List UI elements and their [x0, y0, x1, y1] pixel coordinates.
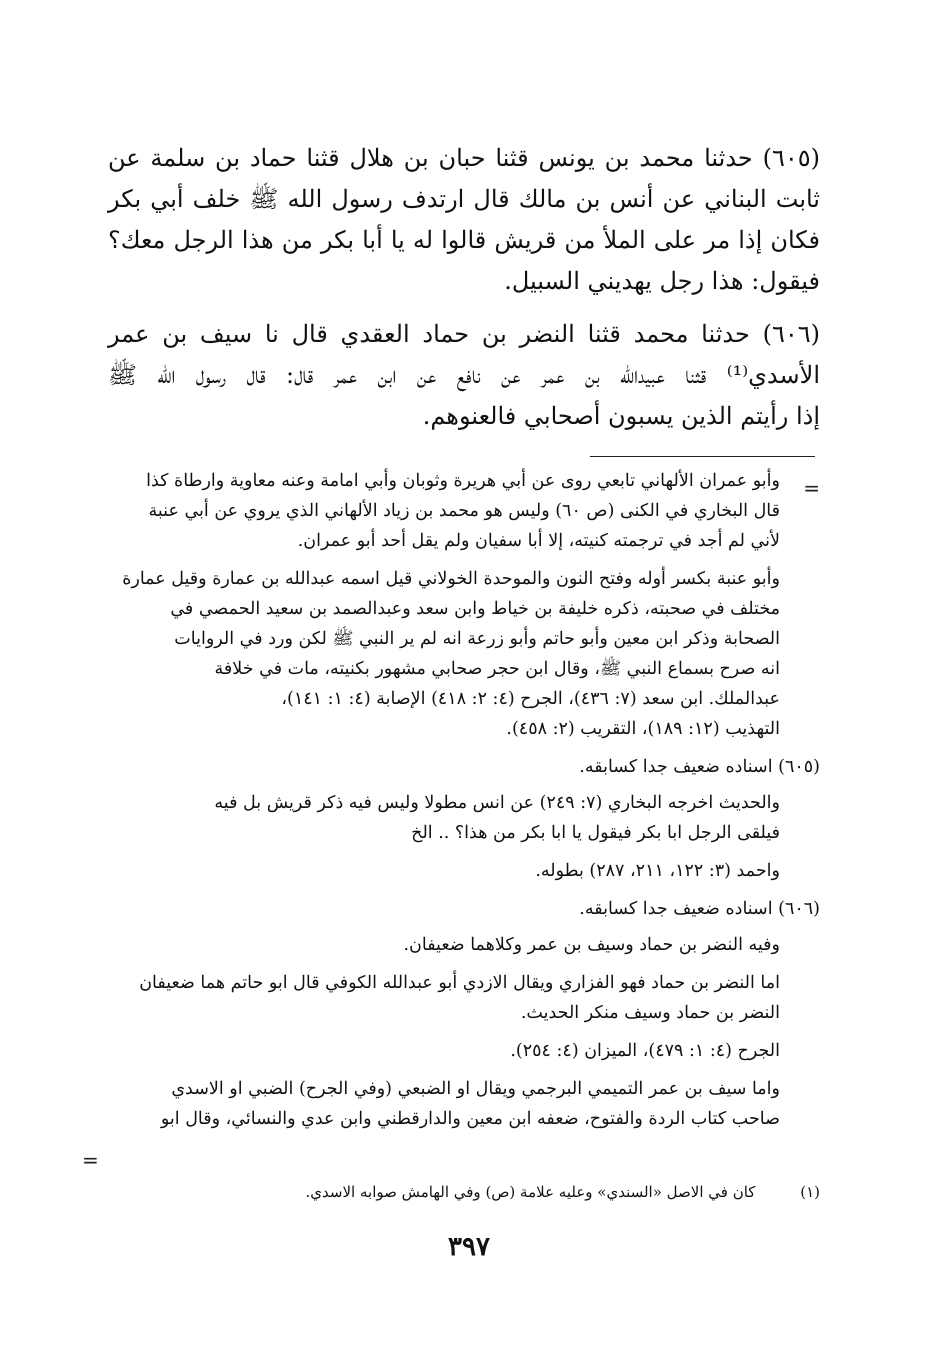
hadith-605-line: فكان إذا مر على الملأ من قريش قالوا له يا أبا بكر من هذا الرجل معك؟ [108, 226, 820, 254]
footnote-number: (١) [800, 1183, 820, 1201]
note-line: (٦٠٥) اسناده ضعيف جدا كسابقه. [579, 757, 820, 777]
note-line: صاحب كتاب الردة والفتوح، ضعفه ابن معين والدارقطني وابن عدي والنسائي، وقال ابو [160, 1109, 780, 1129]
main-text [108, 138, 820, 449]
footnotes-area [104, 466, 820, 1142]
note-605-heading [104, 752, 820, 782]
note-line: فيلقى الرجل ابا بكر فيقول يا ابا بكر من هذا؟ .. الخ [411, 823, 780, 843]
note-606-p4 [104, 1074, 820, 1134]
note-606-p1 [104, 930, 820, 960]
hadith-606 [108, 314, 820, 437]
note-line: الجرح (٤: ١: ٤٧٩)، الميزان (٤: ٢٥٤). [510, 1041, 780, 1061]
note-line: النضر بن حماد وسيف منكر الحديث. [520, 1003, 780, 1023]
hadith-605 [108, 138, 820, 302]
note-line: عبدالملك. ابن سعد (٧: ٤٣٦)، الجرح (٤: ٢: ٤١٨) الإصابة (٤: ١: ١٤١)، [281, 689, 780, 709]
note-606-heading [104, 894, 820, 924]
continuation-mark-bottom: = [82, 1148, 99, 1172]
hadith-606-line: (٦٠٦) حدثنا محمد قثنا النضر بن حماد العقدي قال نا سيف بن عمر [108, 320, 820, 348]
hadith-605-line: فيقول: هذا رجل يهديني السبيل. [504, 267, 820, 295]
note-line: لأني لم أجد في ترجمته كنيته، إلا أبا سفيان ولم يقل أحد أبو عمران. [297, 531, 780, 551]
note-line: واحمد (٣: ١٢٢، ٢١١، ٢٨٧) بطوله. [535, 861, 780, 881]
hadith-606-line: إذا رأيتم الذين يسبون أصحابي فالعنوهم. [422, 402, 820, 430]
continuation-mark-top: = [803, 476, 820, 500]
hadith-605-line: ثابت البناني عن أنس بن مالك قال ارتدف رسول الله ﷺ خلف أبي بكر [108, 185, 820, 213]
note-606-p2 [104, 968, 820, 1028]
note-line: اما النضر بن حماد فهو الفزاري ويقال الازدي أبو عبدالله الكوفي قال ابو حاتم هما ضعيفان [139, 973, 780, 993]
note-line: التهذيب (١٢: ١٨٩)، التقريب (٢: ٤٥٨). [506, 719, 780, 739]
page-number: ٣٩٧ [448, 1232, 490, 1262]
note-line: الصحابة وذكر ابن معين وأبو حاتم وأبو زرعة انه لم ير النبي ﷺ لكن ورد في الروايات [174, 629, 780, 649]
note-abu-imran [104, 466, 820, 556]
note-line: (٦٠٦) اسناده ضعيف جدا كسابقه. [579, 899, 820, 919]
note-line: وأبو عنبة بكسر أوله وفتح النون والموحدة الخولاني قيل اسمه عبدالله بن عمارة وقيل عمارة [122, 569, 780, 589]
note-abu-inaba [104, 564, 820, 744]
note-606-p3 [104, 1036, 820, 1066]
note-line: مختلف في صحبته، ذكره خليفة بن خياط وابن سعد وعبدالصمد بن سعيد الحمصي في [170, 599, 780, 619]
hadith-605-line: (٦٠٥) حدثنا محمد بن يونس قثنا حبان بن هلال قثنا حماد بن سلمة عن [108, 144, 820, 172]
hadith-606-line: الأسدي⁽¹⁾ قثنا عبيدالله بن عمر عن نافع عن ابن عمر قال: قال رسول الله ﷺ [108, 361, 820, 389]
note-line: قال البخاري في الكنى (ص ٦٠) وليس هو محمد بن زياد الألهاني الذي يروي عن أبي عنبة [148, 501, 780, 521]
note-line: واما سيف بن عمر التميمي البرجمي ويقال او الضبعي (وفي الجرح) الضبي او الاسدي [171, 1079, 780, 1099]
note-line: والحديث اخرجه البخاري (٧: ٢٤٩) عن انس مطولا وليس فيه ذكر قريش بل فيه [214, 793, 780, 813]
footnote-text: كان في الاصل «السندي» وعليه علامة (ص) وفي الهامش صوابه الاسدي. [305, 1183, 756, 1201]
footnote-separator [590, 456, 815, 457]
note-line: وفيه النضر بن حماد وسيف بن عمر وكلاهما ضعيفان. [403, 935, 780, 955]
note-605-ahmad [104, 856, 820, 886]
note-605-body [104, 788, 820, 848]
note-line: وأبو عمران الألهاني تابعي روى عن أبي هريرة وثوبان وأبي امامة وعنه معاوية وارطاة كذا [146, 471, 780, 491]
footnote-1 [280, 1180, 820, 1204]
note-line: انه صرح بسماع النبي ﷺ، وقال ابن حجر صحابي مشهور بكنيته، مات في خلافة [214, 659, 780, 679]
